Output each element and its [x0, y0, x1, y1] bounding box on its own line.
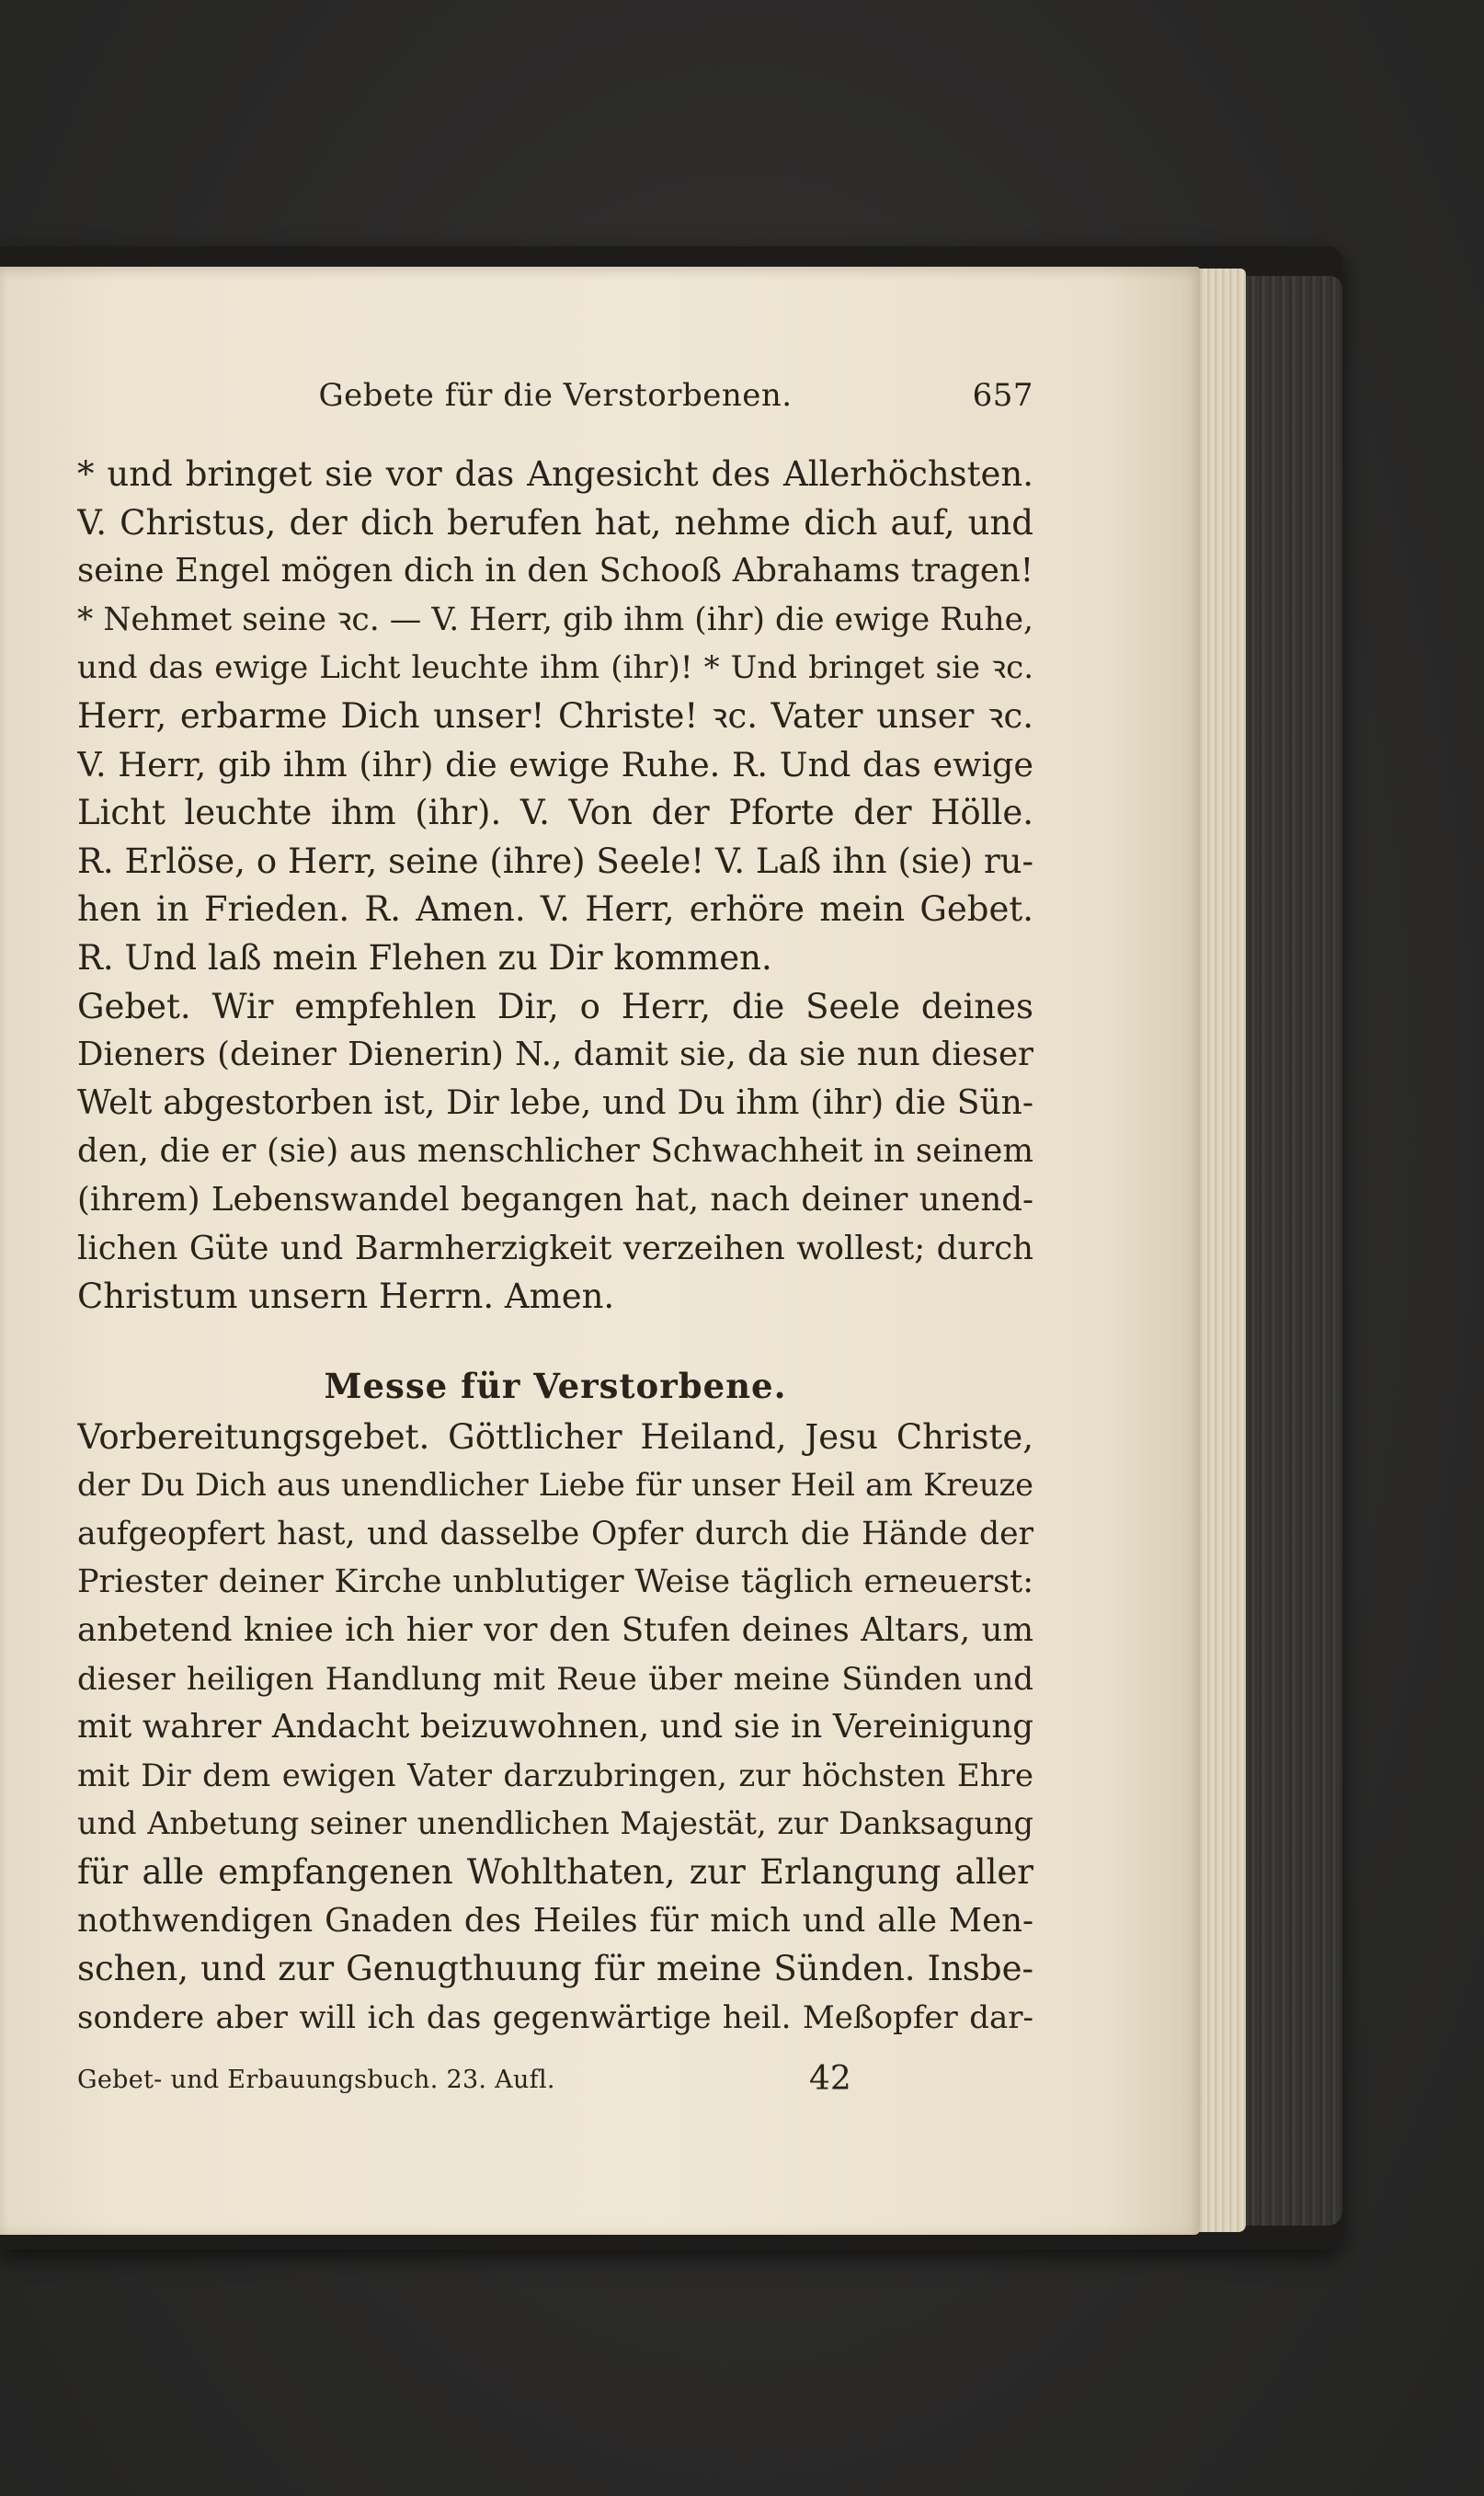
text-line: seine Engel mögen dich in den Schooß Abrahams tragen! — [77, 552, 1033, 590]
text-line: der Du Dich aus unendlicher Liebe für unser Heil am Kreuze — [77, 1467, 1033, 1504]
text-line: sondere aber will ich das gegenwärtige heil. Meßopfer dar- — [77, 1998, 1033, 2036]
text-line: und das ewige Licht leuchte ihm (ihr)! * Und bringet sie ꝛc. — [77, 649, 1033, 687]
body-text — [77, 451, 1033, 2042]
text-line: hen in Frieden. R. Amen. V. Herr, erhöre mein Gebet. — [77, 889, 1033, 930]
text-line: dieser heiligen Handlung mit Reue über meine Sünden und — [77, 1660, 1033, 1698]
page-footer — [77, 2060, 1033, 2102]
prayer-paragraph — [77, 983, 1033, 1322]
text-line: anbetend kniee ich hier vor den Stufen deines Altars, um — [77, 1611, 1033, 1650]
text-line: R. Erlöse, o Herr, seine (ihre) Seele! V. Laß ihn (sie) ru- — [77, 841, 1033, 881]
page-header — [77, 368, 1033, 427]
litany-paragraph — [77, 451, 1033, 983]
text-line: Dieners (deiner Dienerin) N., damit sie, da sie nun dieser — [77, 1036, 1033, 1074]
text-line: Welt abgestorben ist, Dir lebe, und Du ihm (ihr) die Sün- — [77, 1083, 1033, 1122]
text-line: mit Dir dem ewigen Vater darzubringen, zur höchsten Ehre — [77, 1757, 1033, 1794]
page-number: 657 — [972, 377, 1033, 414]
page-text — [77, 368, 1033, 2102]
text-line: Herr, erbarme Dich unser! Christe! ꝛc. Vater unser ꝛc. — [77, 695, 1033, 736]
text-line: R. Und laß mein Flehen zu Dir kommen. — [77, 937, 772, 978]
text-line: V. Herr, gib ihm (ihr) die ewige Ruhe. R. Und das ewige — [77, 744, 1033, 784]
section-heading: Messe für Verstorbene. — [324, 1365, 787, 1406]
text-line: Christum unsern Herrn. Amen. — [77, 1277, 615, 1317]
preparation-paragraph — [77, 1414, 1033, 2043]
book-spine-edge — [1237, 276, 1342, 2226]
text-line: den, die er (sie) aus menschlicher Schwachheit in seinem — [77, 1132, 1033, 1171]
sheet-number: 42 — [809, 2060, 851, 2099]
text-line: lichen Güte und Barmherzigkeit verzeihen wollest; durch — [77, 1229, 1033, 1267]
running-title: Gebete für die Verstorbenen. — [318, 377, 793, 414]
text-line: (ihrem) Lebenswandel begangen hat, nach deiner unend- — [77, 1180, 1033, 1219]
text-line: Priester deiner Kirche unblutiger Weise täglich erneuerst: — [77, 1563, 1033, 1601]
text-line: nothwendigen Gnaden des Heiles für mich und alle Men- — [77, 1901, 1033, 1940]
text-line: mit wahrer Andacht beizuwohnen, und sie in Vereinigung — [77, 1708, 1033, 1746]
text-line: Gebet. Wir empfehlen Dir, o Herr, die Seele deines — [77, 986, 1033, 1026]
text-line: * Nehmet seine ꝛc. — V. Herr, gib ihm (ihr) die ewige Ruhe, — [77, 601, 1033, 638]
text-line: V. Christus, der dich berufen hat, nehme dich auf, und — [77, 502, 1033, 543]
text-line: und Anbetung seiner unendlichen Majestät, zur Danksagung — [77, 1805, 1033, 1842]
text-line: für alle empfangenen Wohlthaten, zur Erlangung aller — [77, 1852, 1033, 1893]
text-line: aufgeopfert hast, und dasselbe Opfer durch die Hände der — [77, 1515, 1033, 1552]
book-signature: Gebet- und Erbauungsbuch. 23. Aufl. — [77, 2066, 555, 2095]
text-line: schen, und zur Genugthuung für meine Sünden. Insbe- — [77, 1949, 1033, 1989]
text-line: Vorbereitungsgebet. Göttlicher Heiland, Jesu Christe, — [77, 1416, 1033, 1457]
section-gap — [77, 1322, 1033, 1358]
text-line: Licht leuchte ihm (ihr). V. Von der Pforte der Hölle. — [77, 793, 1033, 833]
text-line: * und bringet sie vor das Angesicht des Allerhöchsten. — [77, 454, 1033, 494]
